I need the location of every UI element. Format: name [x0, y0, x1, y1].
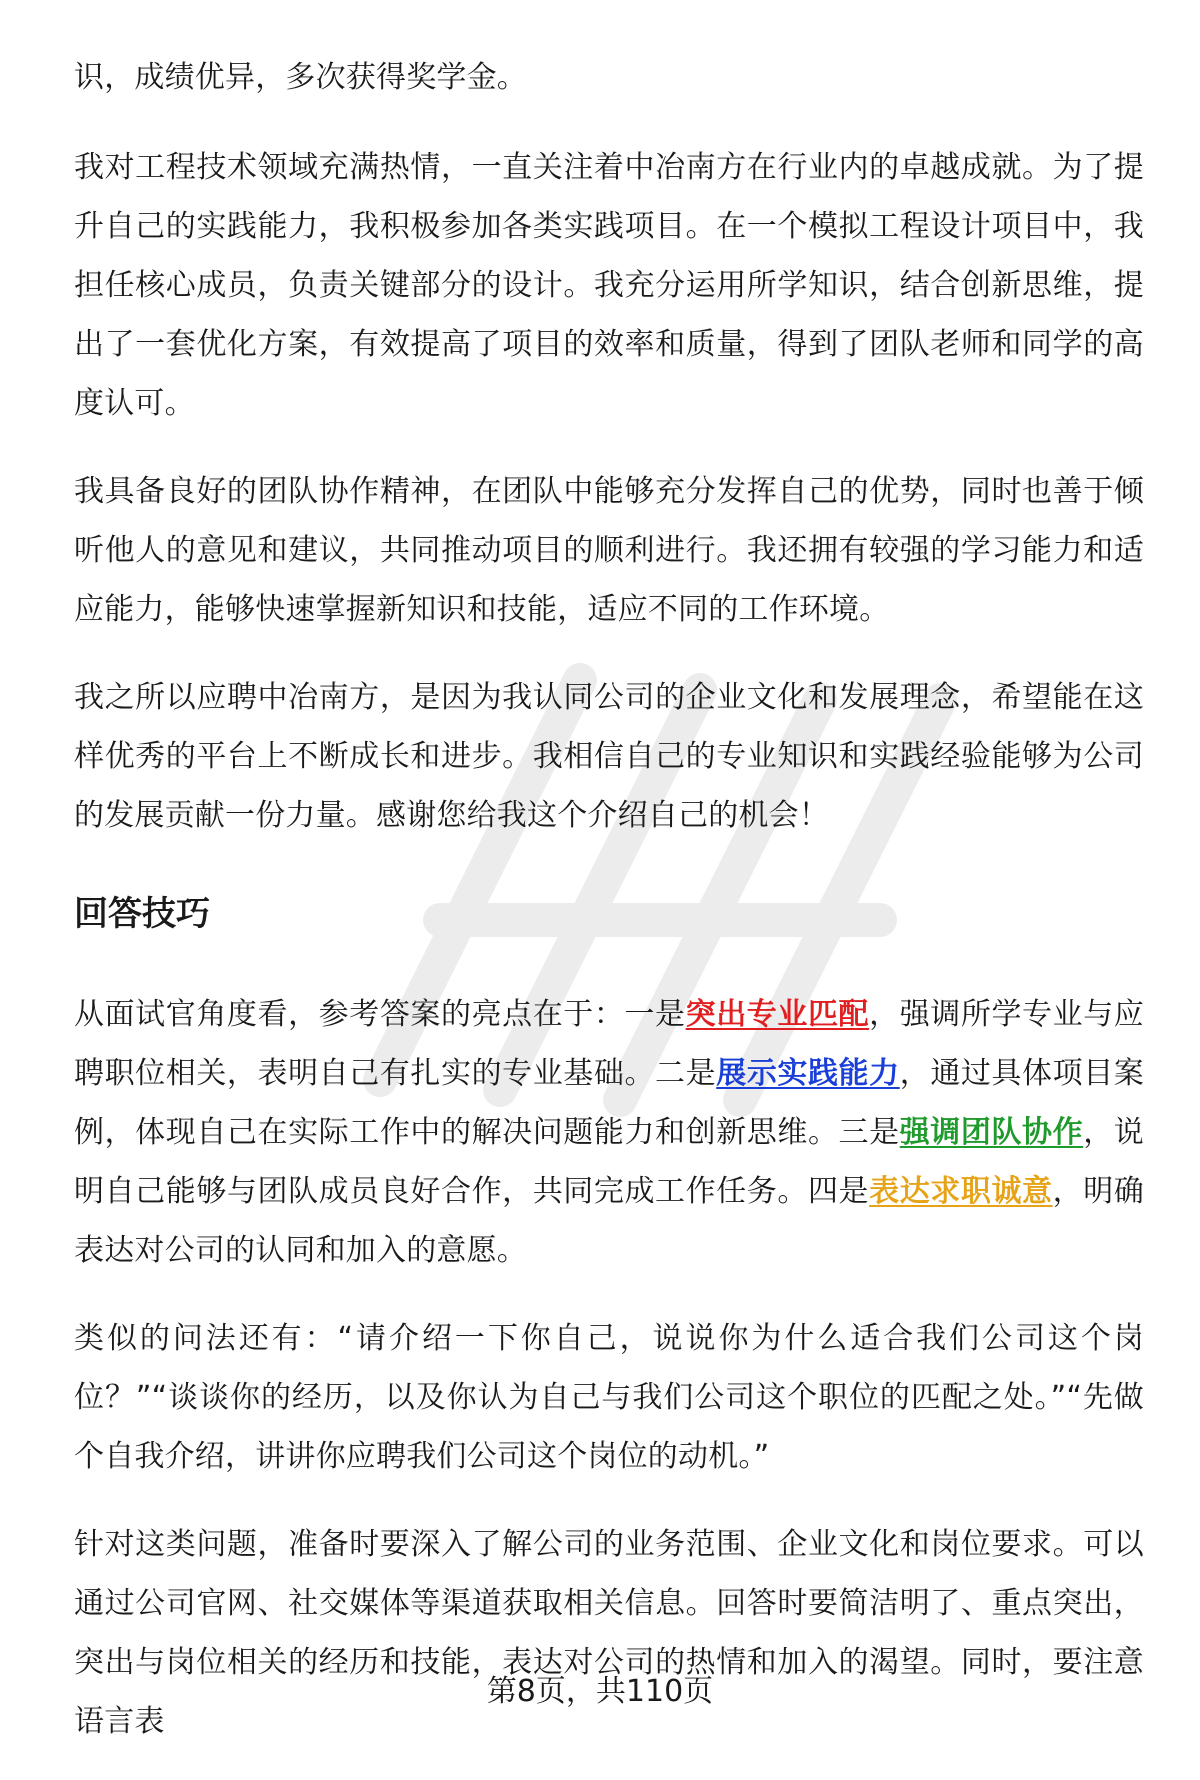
highlight-practical-ability: 展示实践能力	[716, 1056, 900, 1091]
tips-paragraph-preparation: 针对这类问题，准备时要深入了解公司的业务范围、企业文化和岗位要求。可以通过公司官网、社交媒体等渠道获取相关信息。回答时要简洁明了、重点突出，突出与岗位相关的经历和技能，表达对公司的热情和加入的渴望。同时，要注意语言表	[74, 1527, 1144, 1739]
section-title: 回答技巧	[74, 894, 210, 934]
paragraph-intro-4: 我之所以应聘中冶南方，是因为我认同公司的企业文化和发展理念，希望能在这样优秀的平台上不断成长和进步。我相信自己的专业知识和实践经验能够为公司的发展贡献一份力量。感谢您给我这个介绍自己的机会！	[74, 680, 1144, 833]
paragraph-intro-1: 识，成绩优异，多次获得奖学金。	[74, 60, 527, 95]
page-footer: 第8页，共110页	[486, 1674, 714, 1709]
document-page	[74, 48, 1144, 1780]
tips-text-e: ，明确表达对公司的认同和加入的意愿。	[74, 1174, 1145, 1268]
tips-text-c: ，通过具体项目案例，体现自己在实际工作中的解决问题能力和创新思维。三是	[74, 1056, 1145, 1150]
tips-text-b: ，强调所学专业与应聘职位相关，表明自己有扎实的专业基础。二是	[74, 997, 1144, 1091]
tips-paragraph-similar-questions: 类似的问法还有：“请介绍一下你自己，说说你为什么适合我们公司这个岗位？”“谈谈你的经历，以及你认为自己与我们公司这个职位的匹配之处。”“先做个自我介绍，讲讲你应聘我们公司这个岗位的动机。”	[74, 1321, 1144, 1474]
tips-paragraph-highlights	[74, 985, 1144, 1280]
tips-text-d: ，说明自己能够与团队成员良好合作，共同完成工作任务。四是	[74, 1115, 1145, 1209]
highlight-teamwork: 强调团队协作	[899, 1115, 1084, 1150]
highlight-professional-match: 突出专业匹配	[685, 997, 870, 1032]
highlight-sincerity: 表达求职诚意	[869, 1174, 1053, 1209]
paragraph-intro-2: 我对工程技术领域充满热情，一直关注着中冶南方在行业内的卓越成就。为了提升自己的实践能力，我积极参加各类实践项目。在一个模拟工程设计项目中，我担任核心成员，负责关键部分的设计。我充分运用所学知识，结合创新思维，提出了一套优化方案，有效提高了项目的效率和质量，得到了团队老师和同学的高度认可。	[74, 150, 1144, 421]
tips-text-a: 从面试官角度看，参考答案的亮点在于：一是	[74, 997, 686, 1032]
paragraph-intro-3: 我具备良好的团队协作精神，在团队中能够充分发挥自己的优势，同时也善于倾听他人的意见和建议，共同推动项目的顺利进行。我还拥有较强的学习能力和适应能力，能够快速掌握新知识和技能，适应不同的工作环境。	[74, 474, 1144, 627]
